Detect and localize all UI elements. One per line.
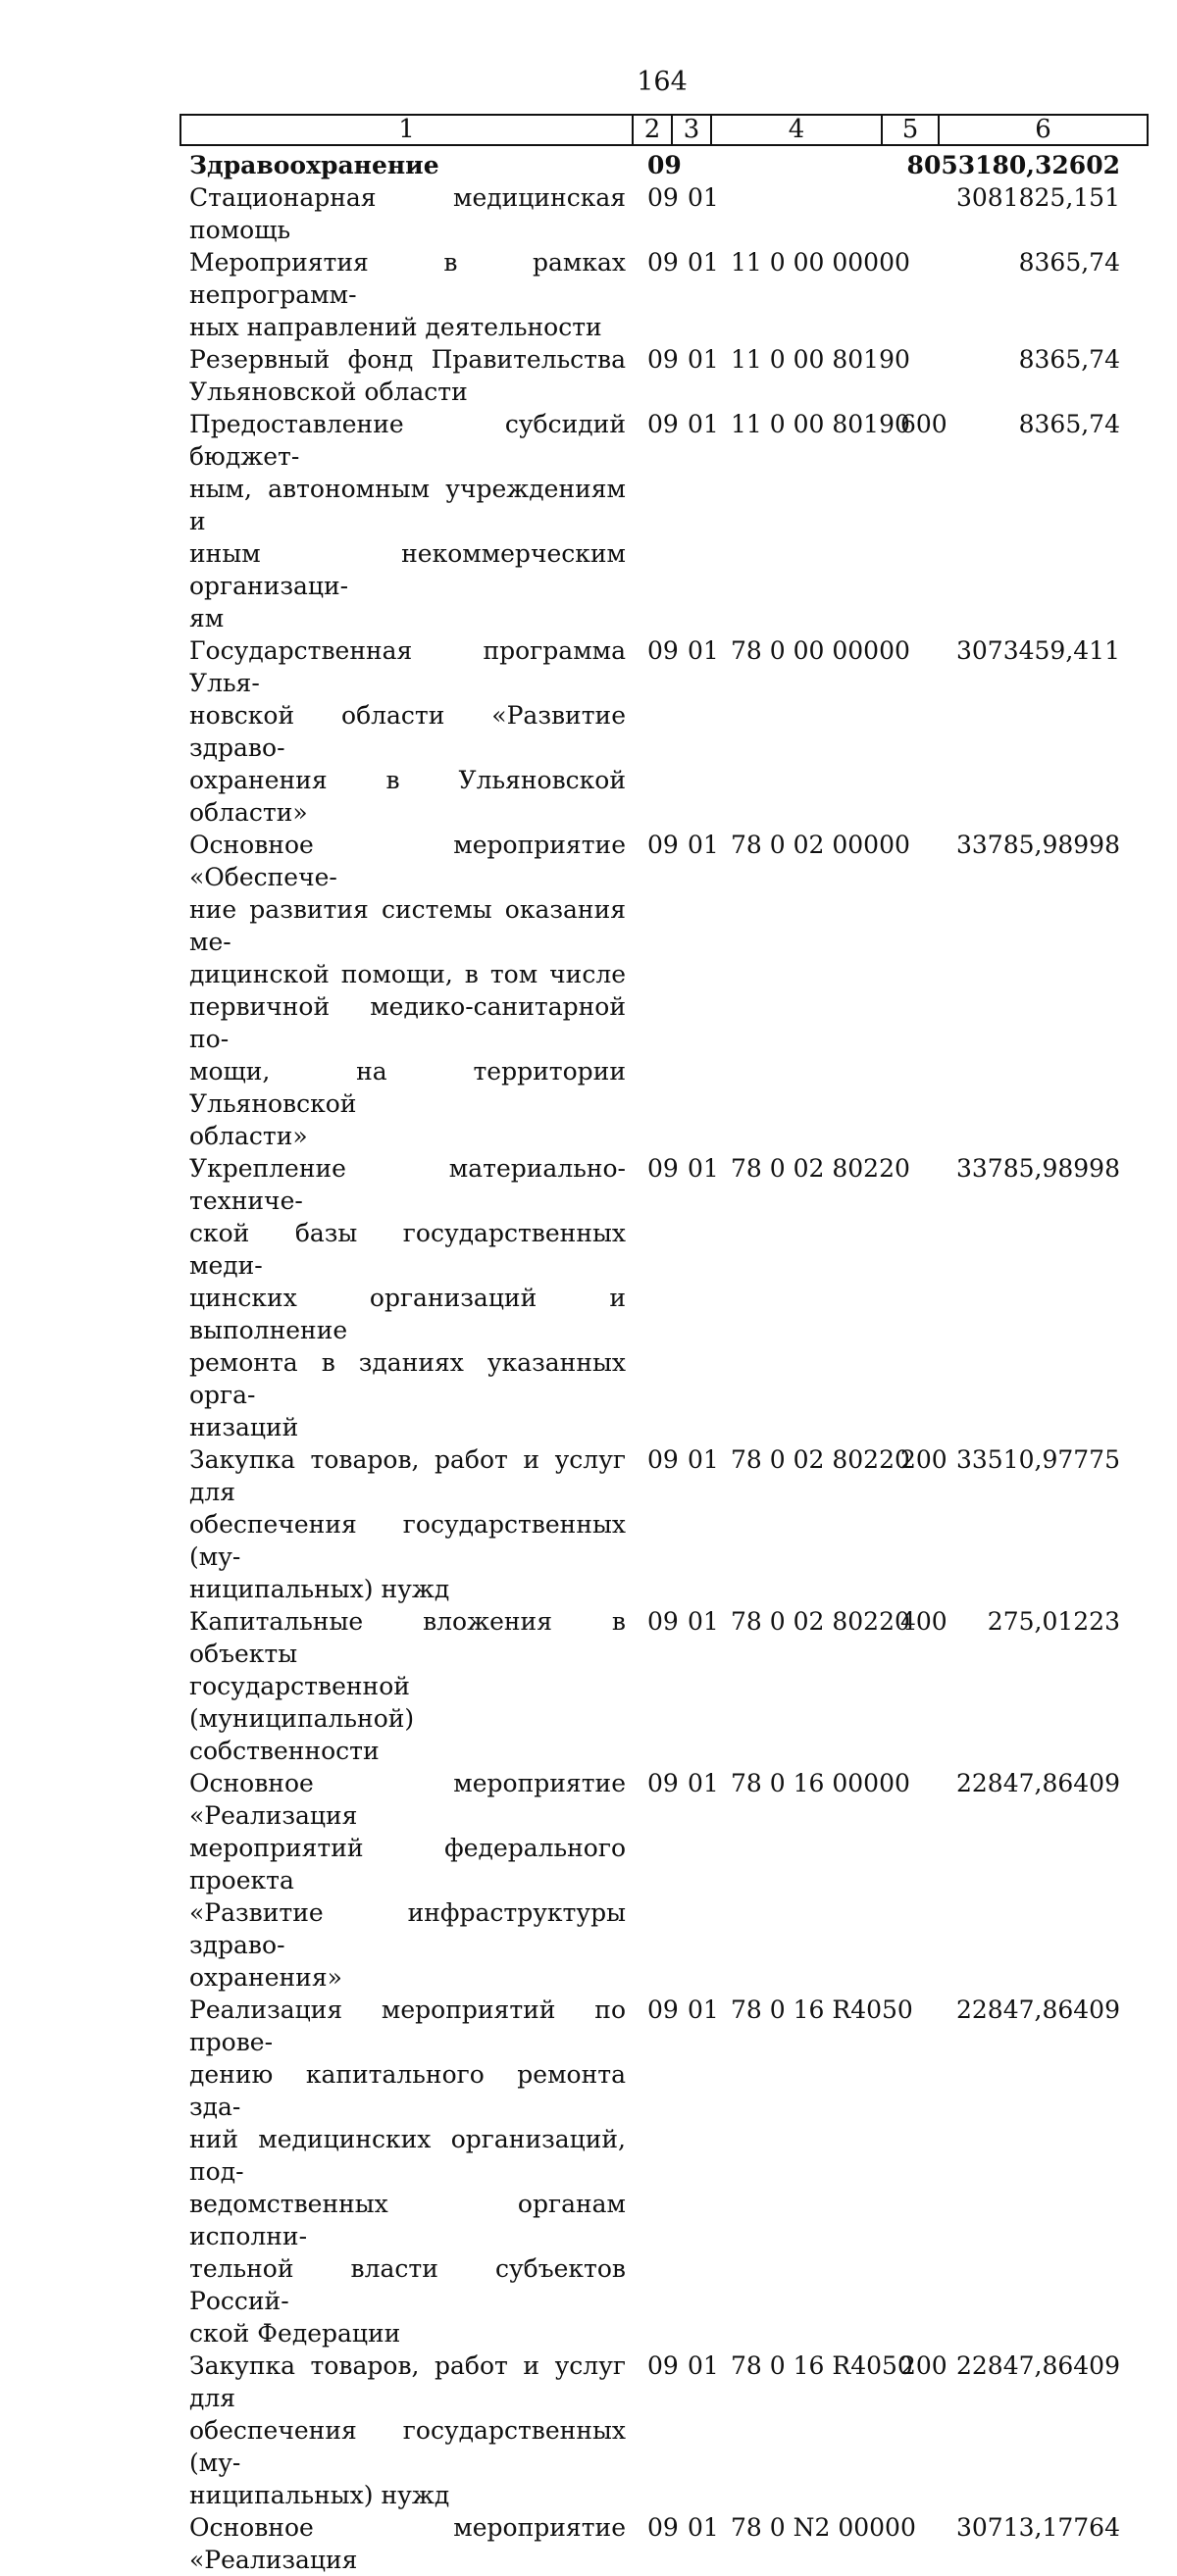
header-col-6: 6 <box>1035 115 1051 144</box>
row-subsection: 01 <box>688 2351 719 2380</box>
row-amount: 22847,86409 <box>955 2351 1120 2380</box>
row-name-line: обеспечения государственных (му- <box>189 2416 626 2477</box>
row-name-line: иным некоммерческим организаци- <box>189 539 626 600</box>
row-subsection: 01 <box>688 831 719 859</box>
table-row <box>0 1994 1177 2349</box>
row-expense-type: 600 <box>900 410 947 438</box>
row-amount: 33510,97775 <box>955 1445 1120 1474</box>
row-amount: 275,01223 <box>987 1607 1120 1636</box>
row-name-line: ний медицинских организаций, под- <box>189 2125 626 2186</box>
row-expense-type: 200 <box>900 1445 947 1474</box>
row-section: 09 <box>647 345 679 374</box>
table-row <box>0 1443 1177 1605</box>
row-name-line: Реализация мероприятий по прове- <box>189 1995 626 2056</box>
header-col-2: 2 <box>634 116 673 144</box>
header-col-3: 3 <box>673 116 712 144</box>
row-subsection: 01 <box>688 410 719 438</box>
row-name-line: Здравоохранение <box>189 151 439 179</box>
row-name-line: Предоставление субсидий бюджет- <box>189 410 626 471</box>
row-name <box>189 2349 626 2511</box>
row-name-line: Резервный фонд Правительства <box>189 345 626 374</box>
table-row <box>0 343 1177 408</box>
row-name-line: ской Федерации <box>189 2319 401 2348</box>
row-name <box>189 343 626 408</box>
row-name-line: Укрепление материально-техниче- <box>189 1154 626 1215</box>
row-target-article: 78 0 00 00000 <box>731 636 910 665</box>
row-section: 09 <box>647 2351 679 2380</box>
row-section: 09 <box>647 1769 679 1797</box>
row-section: 09 <box>647 1445 679 1474</box>
row-name <box>189 829 626 1152</box>
row-name-line: обеспечения государственных (му- <box>189 1510 626 1571</box>
row-subsection: 01 <box>688 2513 719 2542</box>
row-name <box>189 1767 626 1994</box>
row-name-line: ям <box>189 604 225 632</box>
row-name-line: ской базы государственных меди- <box>189 1219 626 1280</box>
table-row <box>0 829 1177 1152</box>
row-name-line: ных направлений деятельности <box>189 313 602 341</box>
row-subsection: 01 <box>688 183 719 212</box>
row-section: 09 <box>647 410 679 438</box>
row-name-line: ниципальных) нужд <box>189 1575 450 1603</box>
row-section: 09 <box>647 151 682 179</box>
row-name-line: Мероприятия в рамках непрограмм- <box>189 248 626 309</box>
row-subsection: 01 <box>688 345 719 374</box>
row-section: 09 <box>647 1607 679 1636</box>
row-name-line: тельной власти субъектов Россий- <box>189 2254 626 2315</box>
row-name-line: государственной (муниципальной) <box>189 1672 415 1733</box>
row-name-line: Государственная программа Улья- <box>189 636 626 697</box>
row-target-article: 78 0 02 80220 <box>731 1154 910 1183</box>
row-name <box>189 181 626 246</box>
row-name-line: ремонта в зданиях указанных орга- <box>189 1348 626 1409</box>
row-name-line: ние развития системы оказания ме- <box>189 895 626 956</box>
row-name-line: охранения» <box>189 1963 342 1992</box>
row-name-line: Закупка товаров, работ и услуг для <box>189 2351 626 2412</box>
row-amount: 8365,74 <box>1018 410 1120 438</box>
row-name-line: дению капитального ремонта зда- <box>189 2060 626 2121</box>
row-section: 09 <box>647 831 679 859</box>
row-target-article: 11 0 00 00000 <box>731 248 910 277</box>
table-row <box>0 2349 1177 2511</box>
row-name-line: Основное мероприятие «Реализация <box>189 1769 626 1830</box>
row-name <box>189 1994 626 2349</box>
row-name <box>189 1443 626 1605</box>
row-amount: 33785,98998 <box>955 831 1120 859</box>
row-name <box>189 634 626 829</box>
row-name <box>189 1152 626 1443</box>
row-name-line: Основное мероприятие «Реализация <box>189 2513 626 2574</box>
row-name <box>189 149 626 181</box>
row-name-line: ведомственных органам исполни- <box>189 2190 626 2250</box>
table-row <box>0 246 1177 343</box>
row-target-article: 78 0 N2 00000 <box>731 2513 916 2542</box>
row-name-line: цинских организаций и выполнение <box>189 1284 626 1344</box>
table-row <box>0 1605 1177 1767</box>
row-target-article: 78 0 02 80220 <box>731 1445 910 1474</box>
budget-table-body <box>0 149 1177 2576</box>
row-name-line: Ульяновской области <box>189 378 468 406</box>
row-expense-type: 200 <box>900 2351 947 2380</box>
table-row <box>0 1152 1177 1443</box>
row-subsection: 01 <box>688 1995 719 2024</box>
row-amount: 33785,98998 <box>955 1154 1120 1183</box>
row-target-article: 78 0 02 80220 <box>731 1607 910 1636</box>
row-target-article: 78 0 16 R4050 <box>731 1995 913 2024</box>
row-name-line: новской области «Развитие здраво- <box>189 701 626 762</box>
row-amount: 8053180,32602 <box>906 151 1120 179</box>
row-amount: 3081825,151 <box>955 183 1120 212</box>
table-header <box>179 114 1149 146</box>
row-name-line: мощи, на территории Ульяновской <box>189 1057 626 1118</box>
row-name <box>189 1605 626 1767</box>
row-name-line: Стационарная медицинская помощь <box>189 183 626 244</box>
row-name <box>189 2511 626 2576</box>
row-subsection: 01 <box>688 1154 719 1183</box>
row-subsection: 01 <box>688 636 719 665</box>
row-name-line: ным, автономным учреждениям и <box>189 475 626 535</box>
row-section: 09 <box>647 2513 679 2542</box>
row-subsection: 01 <box>688 1769 719 1797</box>
row-expense-type: 400 <box>900 1607 947 1636</box>
row-name-line: ниципальных) нужд <box>189 2481 450 2509</box>
row-name-line: Капитальные вложения в объекты <box>189 1607 626 1668</box>
row-section: 09 <box>647 183 679 212</box>
row-target-article: 78 0 16 R4050 <box>731 2351 913 2380</box>
row-name-line: дицинской помощи, в том числе <box>189 960 626 988</box>
row-name-line: Закупка товаров, работ и услуг для <box>189 1445 626 1506</box>
table-row <box>0 2511 1177 2576</box>
row-section: 09 <box>647 1154 679 1183</box>
row-name-line: первичной медико-санитарной по- <box>189 992 626 1053</box>
header-col-5: 5 <box>883 116 940 144</box>
row-name-line: собственности <box>189 1737 380 1765</box>
row-name-line: мероприятий федерального проекта <box>189 1834 626 1894</box>
row-section: 09 <box>647 636 679 665</box>
header-col-4: 4 <box>712 116 883 144</box>
row-name-line: Основное мероприятие «Обеспече- <box>189 831 626 891</box>
table-row <box>0 181 1177 246</box>
row-name-line: охранения в Ульяновской области» <box>189 766 626 827</box>
row-subsection: 01 <box>688 1607 719 1636</box>
row-target-article: 78 0 16 00000 <box>731 1769 910 1797</box>
row-amount: 22847,86409 <box>955 1995 1120 2024</box>
row-amount: 8365,74 <box>1018 248 1120 277</box>
row-target-article: 78 0 02 00000 <box>731 831 910 859</box>
row-amount: 8365,74 <box>1018 345 1120 374</box>
row-target-article: 11 0 00 80190 <box>731 345 910 374</box>
page-number: 164 <box>637 67 688 97</box>
row-name <box>189 246 626 343</box>
row-target-article: 11 0 00 80190 <box>731 410 910 438</box>
table-row <box>0 1767 1177 1994</box>
row-section: 09 <box>647 1995 679 2024</box>
row-section: 09 <box>647 248 679 277</box>
row-amount: 22847,86409 <box>955 1769 1120 1797</box>
row-subsection: 01 <box>688 1445 719 1474</box>
table-row <box>0 634 1177 829</box>
row-amount: 30713,17764 <box>955 2513 1120 2542</box>
table-row <box>0 149 1177 181</box>
row-name-line: области» <box>189 1122 308 1150</box>
row-name-line: низаций <box>189 1413 299 1441</box>
row-name <box>189 408 626 634</box>
table-row <box>0 408 1177 634</box>
row-name-line: «Развитие инфраструктуры здраво- <box>189 1898 626 1959</box>
header-col-1: 1 <box>181 116 634 144</box>
row-amount: 3073459,411 <box>955 636 1120 665</box>
row-subsection: 01 <box>688 248 719 277</box>
